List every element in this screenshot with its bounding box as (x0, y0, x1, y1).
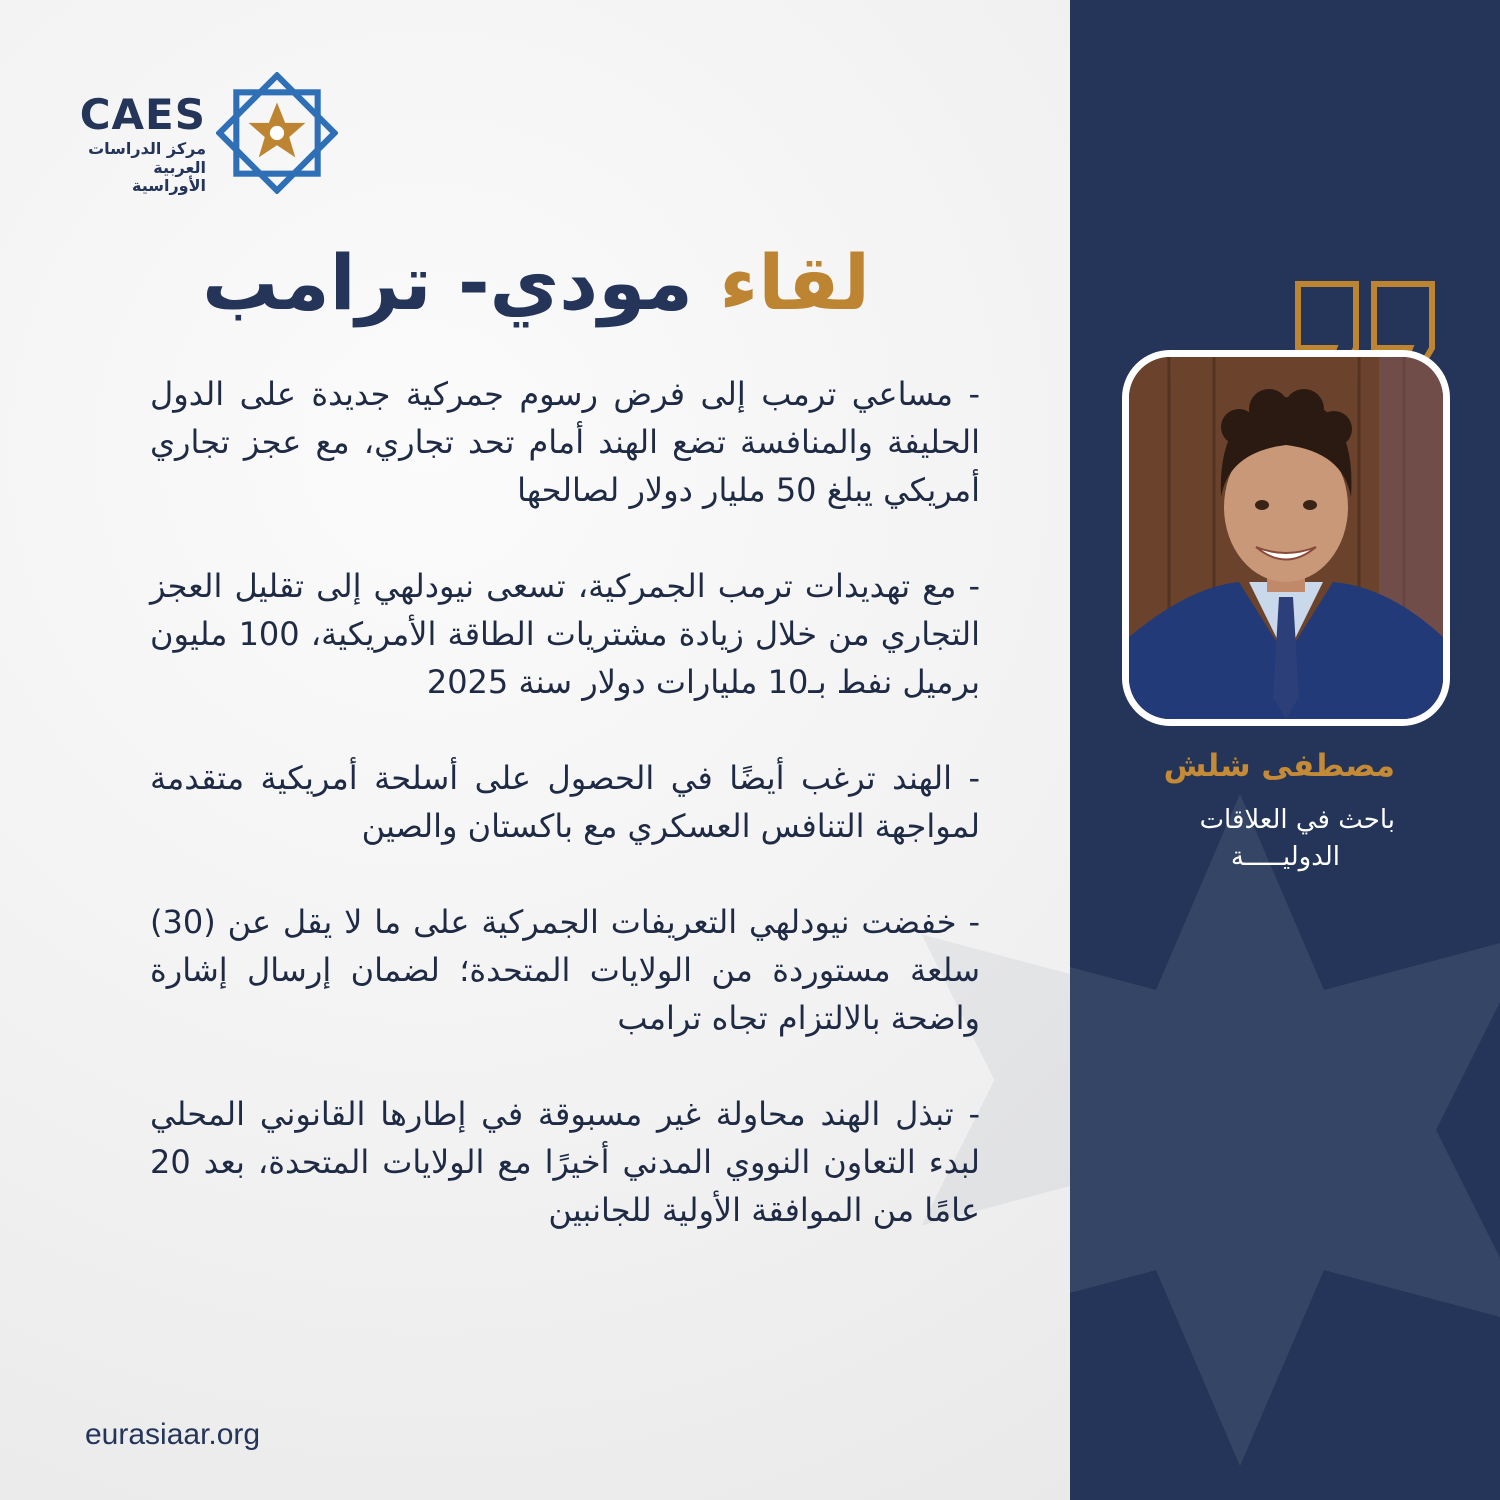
website-link[interactable]: eurasiaar.org (85, 1418, 261, 1451)
logo-text-ar-line1: مركز الدراسات (88, 139, 206, 158)
paragraph-3: - الهند ترغب أيضًا في الحصول على أسلحة أمريكية متقدمة لمواجهة التنافس العسكري مع باكستان والصين (150, 759, 980, 845)
paragraph-5: - تبذل الهند محاولة غير مسبوقة في إطارها القانوني المحلي لبدء التعاون النووي المدني أخيرًا مع الولايات المتحدة، بعد 20 عامًا من الموافقة الأولية للجانبين (150, 1095, 980, 1229)
portrait-illustration (1129, 357, 1443, 719)
author-photo (1122, 350, 1450, 726)
star-watermark-icon (1070, 780, 1500, 1480)
author-role-line2: الدوليـــــة (1230, 842, 1340, 872)
title-accent: لقاء (719, 238, 870, 327)
paragraph-2: - مع تهديدات ترمب الجمركية، تسعى نيودلهي إلى تقليل العجز التجاري من خلال زيادة مشتريات الطاقة الأمريكية، 100 مليون برميل نفط بـ10 مليارات دولار سنة 2025 (150, 567, 981, 701)
logo-text-en: CAES (79, 90, 206, 139)
caes-logo (78, 72, 348, 202)
logo-text-ar-line2: العربية الأوراسية (131, 158, 206, 195)
author-name: مصطفى شلش (1163, 748, 1395, 784)
author-role-line1: باحث في العلاقات (1199, 805, 1395, 835)
page-title (150, 228, 870, 338)
paragraph-4: - خفضت نيودلهي التعريفات الجمركية على ما لا يقل عن (30) سلعة مستوردة من الولايات المتحدة؛ لضمان إرسال إشارة واضحة بالالتزام تجاه ترامب (150, 903, 980, 1037)
paragraph-1: - مساعي ترمب إلى فرض رسوم جمركية جديدة على الدول الحليفة والمنافسة تضع الهند أمام تحد تجاري، مع عجز تجاري أمريكي يبلغ 50 مليار دولار لصالحها (150, 375, 980, 509)
article-body (150, 370, 980, 1282)
star-emblem-icon (216, 72, 338, 194)
title-main: مودي- ترامب (202, 238, 693, 327)
